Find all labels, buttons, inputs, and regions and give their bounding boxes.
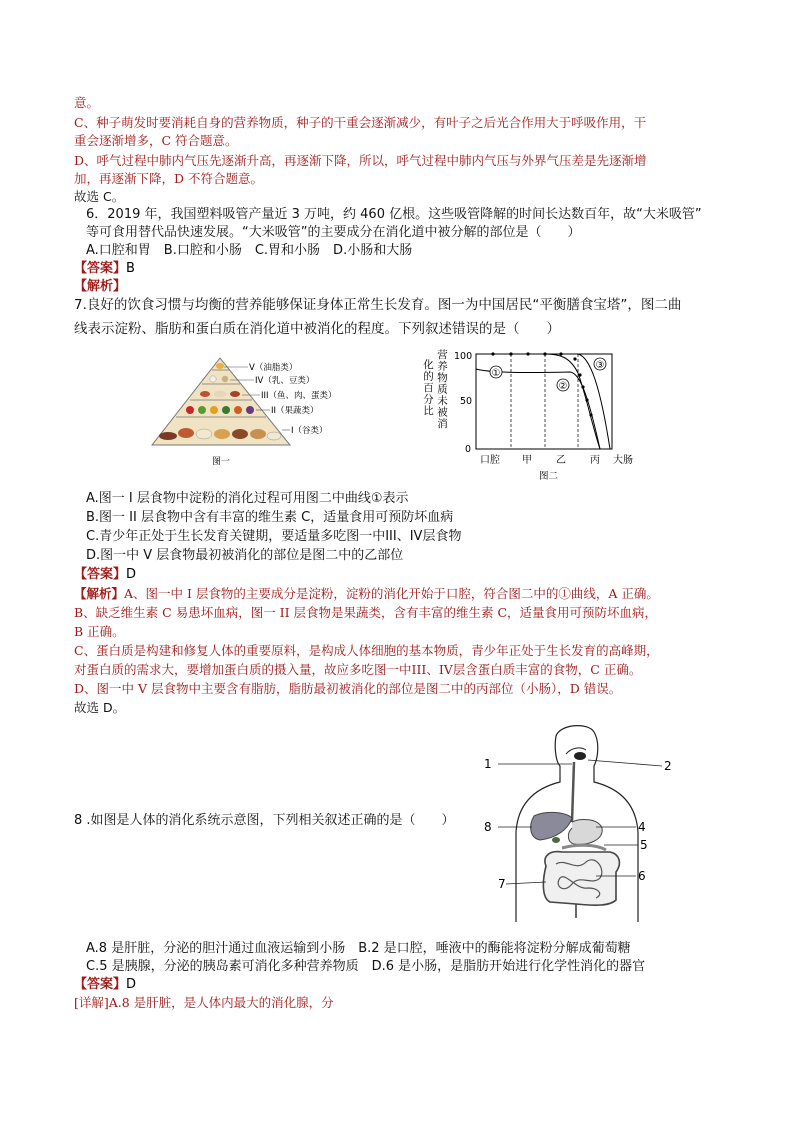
pagoda-level-label: V（油脂类） xyxy=(249,363,298,373)
diagram-label-6: 6 xyxy=(638,869,646,883)
figure-caption: 图二 xyxy=(539,471,559,482)
q7-option: C.青少年正处于生长发育关键期，要适量多吃图一中III、IV层食物 xyxy=(86,529,462,544)
q7-analysis-line: D、图一中 V 层食物中主要含有脂肪，脂肪最初被消化的部位是图二中的丙部位（小肠），D 错误。 xyxy=(74,681,622,696)
digestion-curve-figure xyxy=(420,345,660,485)
xtick-label: 甲 xyxy=(522,455,532,466)
q8-detail: [详解]A.8 是肝脏，是人体内最大的消化腺，分 xyxy=(74,995,334,1010)
pagoda-level-label: II（果蔬类） xyxy=(271,406,319,416)
analysis-line: 重会逐渐增多，C 符合题意。 xyxy=(74,133,238,148)
q6-answer xyxy=(74,260,135,278)
q7-answer xyxy=(74,566,136,584)
q7-analysis-line: B 正确。 xyxy=(74,624,125,639)
ytick-label: 50 xyxy=(460,396,473,407)
answer-label: 【答案】 xyxy=(74,261,127,276)
pagoda-level-label: IV（乳、豆类） xyxy=(255,376,315,386)
curve-label: ③ xyxy=(595,360,605,371)
digestive-system-diagram xyxy=(476,722,676,927)
q6-options: A.口腔和胃 B.口腔和小肠 C.胃和小肠 D.小肠和大肠 xyxy=(86,243,413,258)
xtick-label: 乙 xyxy=(556,455,566,466)
diagram-label-5: 5 xyxy=(640,838,648,852)
pagoda-level-label: III（鱼、肉、蛋类） xyxy=(261,391,337,401)
q7-option: D.图一中 V 层食物最初被消化的部位是图二中的乙部位 xyxy=(86,548,404,563)
diagram-label-1: 1 xyxy=(484,757,492,771)
choice-summary: 故选 C。 xyxy=(74,189,125,204)
answer-label: 【答案】 xyxy=(74,567,127,582)
answer-value: D xyxy=(126,567,137,582)
q8-options-line: A.8 是肝脏，分泌的胆汁通过血液运输到小肠 B.2 是口腔，唾液中的酶能将淀粉分解成葡萄糖 xyxy=(86,941,631,956)
answer-value: B xyxy=(126,261,135,276)
ylabel-column: 营养物质未被消 xyxy=(436,349,448,430)
q6-stem-line: 6．2019 年，我国塑料吸管产量近 3 万吨，约 460 亿根。这些吸管降解的时间长达数百年，故“大米吸管” xyxy=(86,207,702,222)
analysis-label: 【解析】 xyxy=(74,586,125,601)
pagoda-level-label: I（谷类） xyxy=(291,426,328,436)
diagram-label-7: 7 xyxy=(498,877,506,891)
ylabel-column: 化的百分比 xyxy=(422,359,434,417)
q7-analysis-line: B、缺乏维生素 C 易患坏血病，图一 II 层食物是果蔬类，含有丰富的维生素 C，适量食用可预防坏血病， xyxy=(74,605,658,620)
diet-pagoda-figure xyxy=(150,350,360,470)
q8-answer xyxy=(74,976,136,994)
analysis-text: A、图一中 I 层食物的主要成分是淀粉，淀粉的消化开始于口腔，符合图二中的①曲线，A 正确。 xyxy=(124,586,659,601)
analysis-line: 意。 xyxy=(74,95,100,110)
analysis-line: D、呼气过程中肺内气压先逐渐升高，再逐渐下降，所以，呼气过程中肺内气压与外界气压差是先逐渐增 xyxy=(74,153,647,168)
xtick-label: 大肠 xyxy=(613,455,633,466)
curve-label: ② xyxy=(558,381,568,392)
q7-option: B.图一 II 层食物中含有丰富的维生素 C，适量食用可预防坏血病 xyxy=(86,510,454,525)
curve-1 xyxy=(476,369,600,449)
xtick-label: 口腔 xyxy=(480,455,500,466)
q7-analysis-line xyxy=(74,585,659,603)
diagram-label-2: 2 xyxy=(664,759,672,773)
ytick-label: 0 xyxy=(465,444,472,455)
q7-stem-line: 7.良好的饮食习惯与均衡的营养能够保证身体正常生长发育。图一为中国居民“平衡膳食宝塔”，图二曲 xyxy=(74,297,682,313)
q6-analysis-label: 【解析】 xyxy=(74,279,127,294)
q6-stem-line: 等可食用替代品快速发展。“大米吸管”的主要成分在消化道中被分解的部位是（ ） xyxy=(86,225,581,240)
ytick-label: 100 xyxy=(454,351,473,362)
q8-stem: 8 .如图是人体的消化系统示意图，下列相关叙述正确的是（ ） xyxy=(74,813,455,828)
diagram-label-8: 8 xyxy=(484,820,492,834)
choice-summary: 故选 D。 xyxy=(74,700,126,715)
analysis-line: 加，再逐渐下降，D 不符合题意。 xyxy=(74,171,263,186)
q7-analysis-line: C、蛋白质是构建和修复人体的重要原料，是构成人体细胞的基本物质，青少年正处于生长发育的高峰期， xyxy=(74,643,659,658)
curve-label: ① xyxy=(491,368,501,379)
analysis-line: C、种子萌发时要消耗自身的营养物质，种子的干重会逐渐减少，有叶子之后光合作用大于呼吸作用，干 xyxy=(74,115,647,130)
answer-label: 【答案】 xyxy=(74,977,127,992)
q8-options-line: C.5 是胰腺，分泌的胰岛素可消化多种营养物质 D.6 是小肠，是脂肪开始进行化学性消化的器官 xyxy=(86,959,646,974)
diagram-label-4: 4 xyxy=(638,820,646,834)
q7-analysis-line: 对蛋白质的需求大，要增加蛋白质的摄入量，故应多吃图一中III、IV层含蛋白质丰富的食物，C 正确。 xyxy=(74,662,642,677)
q7-option: A.图一 I 层食物中淀粉的消化过程可用图二中曲线①表示 xyxy=(86,491,409,506)
figure2-ylabel xyxy=(422,348,448,429)
answer-value: D xyxy=(126,977,137,992)
xtick-label: 丙 xyxy=(590,455,600,466)
figure-caption: 图一 xyxy=(212,457,231,467)
q7-stem-line: 线表示淀粉、脂肪和蛋白质在消化道中被消化的程度。下列叙述错误的是（ ） xyxy=(74,321,560,337)
